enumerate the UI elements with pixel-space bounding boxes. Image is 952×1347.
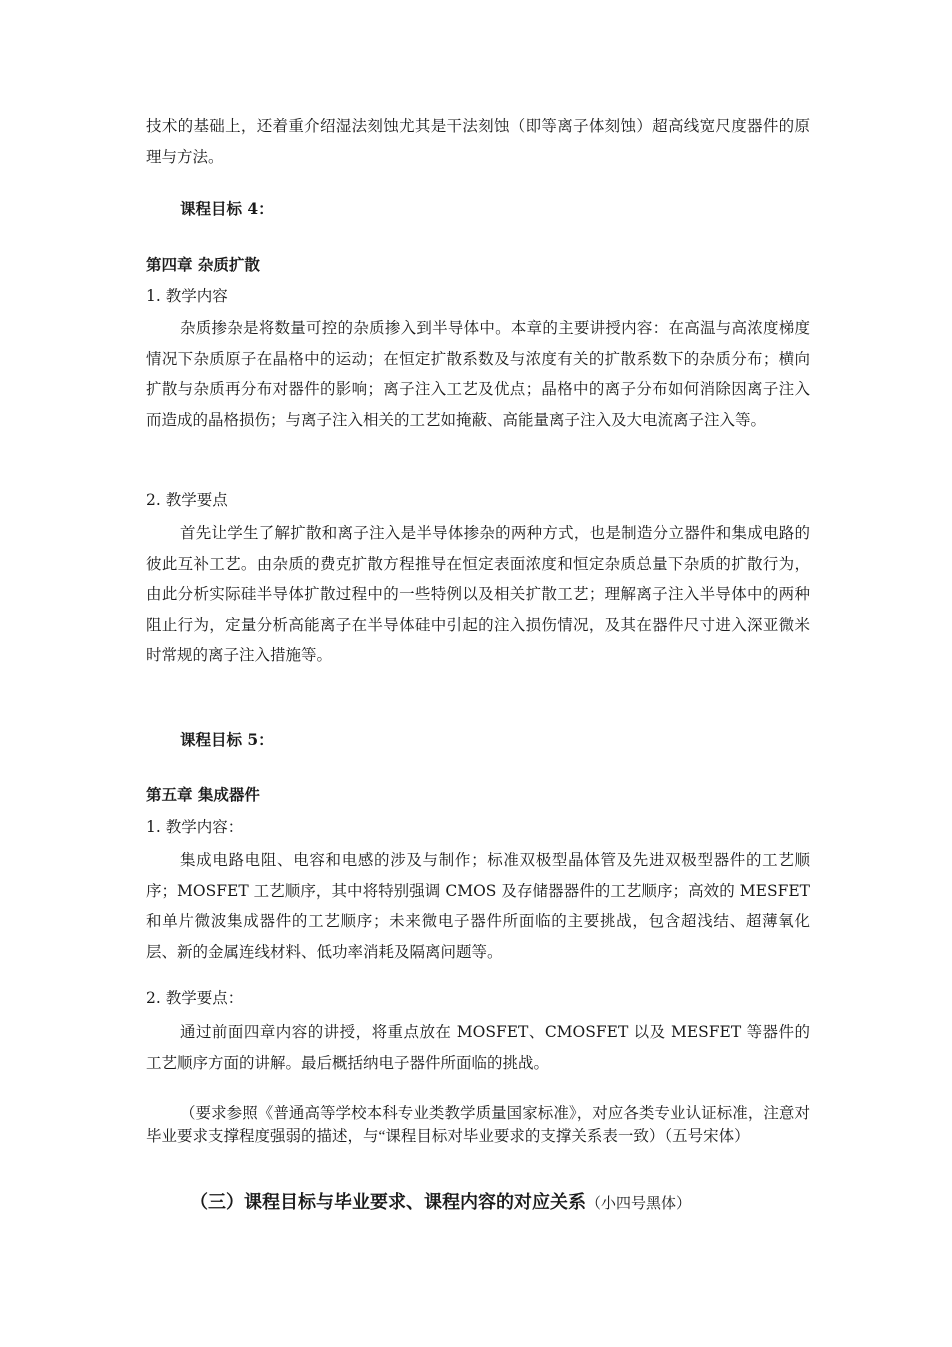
goal5-chapter-heading: 第五章 集成器件 xyxy=(146,785,260,804)
goal5-content-text: 集成电路电阻、电容和电感的涉及与制作；标准双极型晶体管及先进双极型器件的工艺顺序；MOSFET 工艺顺序，其中将特别强调 CMOS 及存储器器件的工艺顺序；高效的 MESFET 和单片微波集成器件的工艺顺序；未来微电子器件所面临的主要挑战，包含超浅结、超薄氧化层、新的金属连线材料、低功率消耗及隔离问题等。 xyxy=(146,851,810,961)
goal5-points-paragraph xyxy=(146,1017,810,1078)
goal5-content-paragraph xyxy=(146,845,810,967)
goal4-content-text: 杂质掺杂是将数量可控的杂质掺入到半导体中。本章的主要讲授内容：在高温与高浓度梯度情况下杂质原子在晶格中的运动；在恒定扩散系数及与浓度有关的扩散系数下的杂质分布；横向扩散与杂质再分布对器件的影响；离子注入工艺及优点；晶格中的离子分布如何消除因离子注入而造成的晶格损伤；与离子注入相关的工艺如掩蔽、高能量离子注入及大电流离子注入等。 xyxy=(146,319,810,429)
goal4-points-paragraph xyxy=(146,518,810,671)
goal4-title: 课程目标 4： xyxy=(180,199,274,218)
goal4-points-heading: 2. 教学要点 xyxy=(146,491,228,509)
goal5-title: 课程目标 5： xyxy=(180,730,274,749)
goal5-content-heading: 1. 教学内容： xyxy=(146,818,244,836)
goal4-points-text: 首先让学生了解扩散和离子注入是半导体掺杂的两种方式，也是制造分立器件和集成电路的彼此互补工艺。由杂质的费克扩散方程推导在恒定表面浓度和恒定杂质总量下杂质的扩散行为，由此分析实际硅半导体扩散过程中的一些特例以及相关扩散工艺；理解离子注入半导体中的两种阻止行为，定量分析高能离子在半导体硅中引起的注入损伤情况，及其在器件尺寸进入深亚微米时常规的离子注入措施等。 xyxy=(146,524,810,664)
requirements-note-text: （要求参照《普通高等学校本科专业类教学质量国家标准》，对应各类专业认证标准，注意对毕业要求支撑程度强弱的描述，与“课程目标对毕业要求的支撑关系表一致）（五号宋体） xyxy=(146,1105,810,1145)
section3-format-note: （小四号黑体） xyxy=(586,1196,692,1212)
goal4-content-paragraph xyxy=(146,313,810,435)
goal5-points-text: 通过前面四章内容的讲授，将重点放在 MOSFET、CMOSFET 以及 MESFET 等器件的工艺顺序方面的讲解。最后概括纳电子器件所面临的挑战。 xyxy=(146,1023,810,1072)
requirements-note xyxy=(146,1102,810,1148)
section3-heading xyxy=(190,1190,691,1217)
intro-paragraph xyxy=(146,111,810,172)
intro-text: 技术的基础上，还着重介绍湿法刻蚀尤其是干法刻蚀（即等离子体刻蚀）超高线宽尺度器件的原理与方法。 xyxy=(146,117,810,166)
goal4-chapter-heading: 第四章 杂质扩散 xyxy=(146,255,260,274)
goal4-content-heading: 1. 教学内容 xyxy=(146,287,228,305)
goal5-points-heading: 2. 教学要点： xyxy=(146,989,244,1007)
section3-title: （三）课程目标与毕业要求、课程内容的对应关系 xyxy=(190,1192,586,1213)
